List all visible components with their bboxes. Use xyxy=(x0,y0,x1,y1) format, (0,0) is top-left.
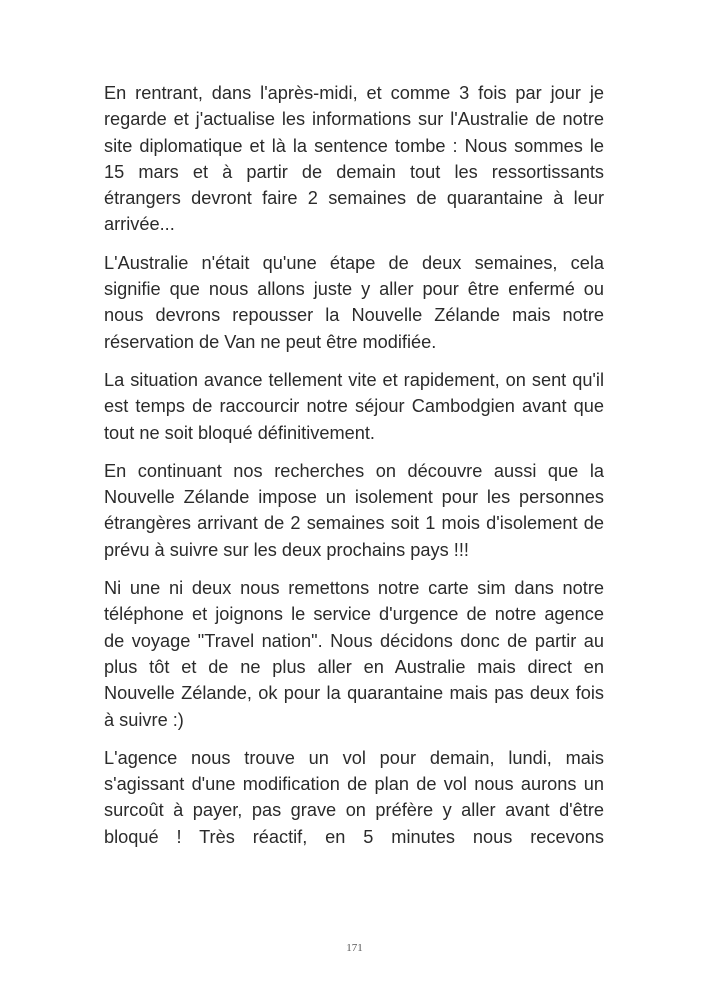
page-body xyxy=(104,80,604,862)
paragraph-5: Ni une ni deux nous remettons notre carte sim dans notre téléphone et joignons le service d'urgence de notre agence de voyage "Travel nation". Nous décidons donc de partir au plus tôt et de ne plus aller en Australie mais direct en Nouvelle Zélande, ok pour la quarantaine mais pas deux fois à suivre :) xyxy=(104,578,604,730)
paragraph-1: En rentrant, dans l'après-midi, et comme 3 fois par jour je regarde et j'actualise les informations sur l'Australie de notre site diplomatique et là la sentence tombe : Nous sommes le 15 mars et à partir de demain tout les ressortissants étrangers devront faire 2 semaines de quarantaine à leur arrivée... xyxy=(104,83,604,235)
paragraph-3: La situation avance tellement vite et rapidement, on sent qu'il est temps de raccourcir notre séjour Cambodgien avant que tout ne soit bloqué définitivement. xyxy=(104,369,604,443)
paragraph-2: L'Australie n'était qu'une étape de deux semaines, cela signifie que nous allons juste y aller pour être enfermé ou nous devrons repousser la Nouvelle Zélande mais notre réservation de Van ne peut être modifiée. xyxy=(104,252,604,352)
paragraph-6: L'agence nous trouve un vol pour demain, lundi, mais s'agissant d'une modification de plan de vol nous aurons un surcoût à payer, pas grave on préfère y aller avant d'être bloqué ! Très réactif, en 5 minutes nous recevons xyxy=(104,747,604,847)
page-number: 171 xyxy=(346,942,363,954)
paragraph-4: En continuant nos recherches on découvre aussi que la Nouvelle Zélande impose un isolement pour les personnes étrangères arrivant de 2 semaines soit 1 mois d'isolement de prévu à suivre sur les deux prochains pays !!! xyxy=(104,460,604,560)
